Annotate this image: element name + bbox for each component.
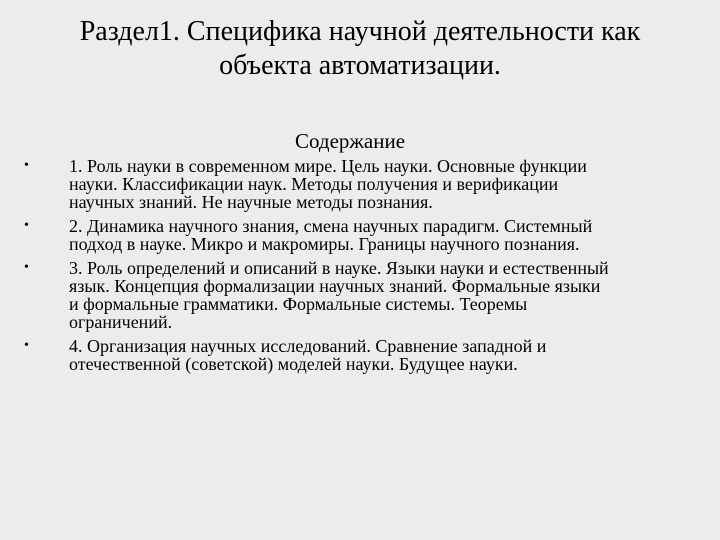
list-item [24, 217, 684, 253]
list-item-line: 2. Динамика научного знания, смена научных парадигм. Системный [69, 216, 593, 236]
list-item-line: 1. Роль науки в современном мире. Цель науки. Основные функции [69, 156, 587, 176]
list-item-line: и формальные грамматики. Формальные системы. Теоремы [69, 294, 528, 314]
bullet-icon: • [24, 338, 29, 353]
list-item-line: 3. Роль определений и описаний в науке. Языки науки и естественный [69, 258, 609, 278]
list-item [24, 259, 684, 331]
list-item [24, 157, 684, 211]
contents-list [24, 157, 684, 379]
list-item-line: ограничений. [69, 312, 173, 332]
list-item-line: 4. Организация научных исследований. Сравнение западной и [69, 336, 547, 356]
list-item-line: язык. Концепция формализации научных знаний. Формальные языки [69, 276, 601, 296]
bullet-icon: • [24, 218, 29, 233]
list-item-line: научных знаний. Не научные методы познания. [69, 192, 433, 212]
list-item [24, 337, 684, 373]
slide-title [40, 15, 680, 83]
bullet-icon: • [24, 260, 29, 275]
bullet-icon: • [24, 158, 29, 173]
contents-heading: Содержание [295, 129, 406, 153]
slide-title-line-1: Раздел1. Специфика научной деятельности как [79, 16, 641, 47]
slide-title-line-2: объекта автоматизации. [219, 50, 501, 81]
list-item-line: подход в науке. Микро и макромиры. Границы научного познания. [69, 234, 580, 254]
list-item-line: отечественной (советской) моделей науки. Будущее науки. [69, 354, 518, 374]
list-item-line: науки. Классификации наук. Методы получения и верификации [69, 174, 559, 194]
